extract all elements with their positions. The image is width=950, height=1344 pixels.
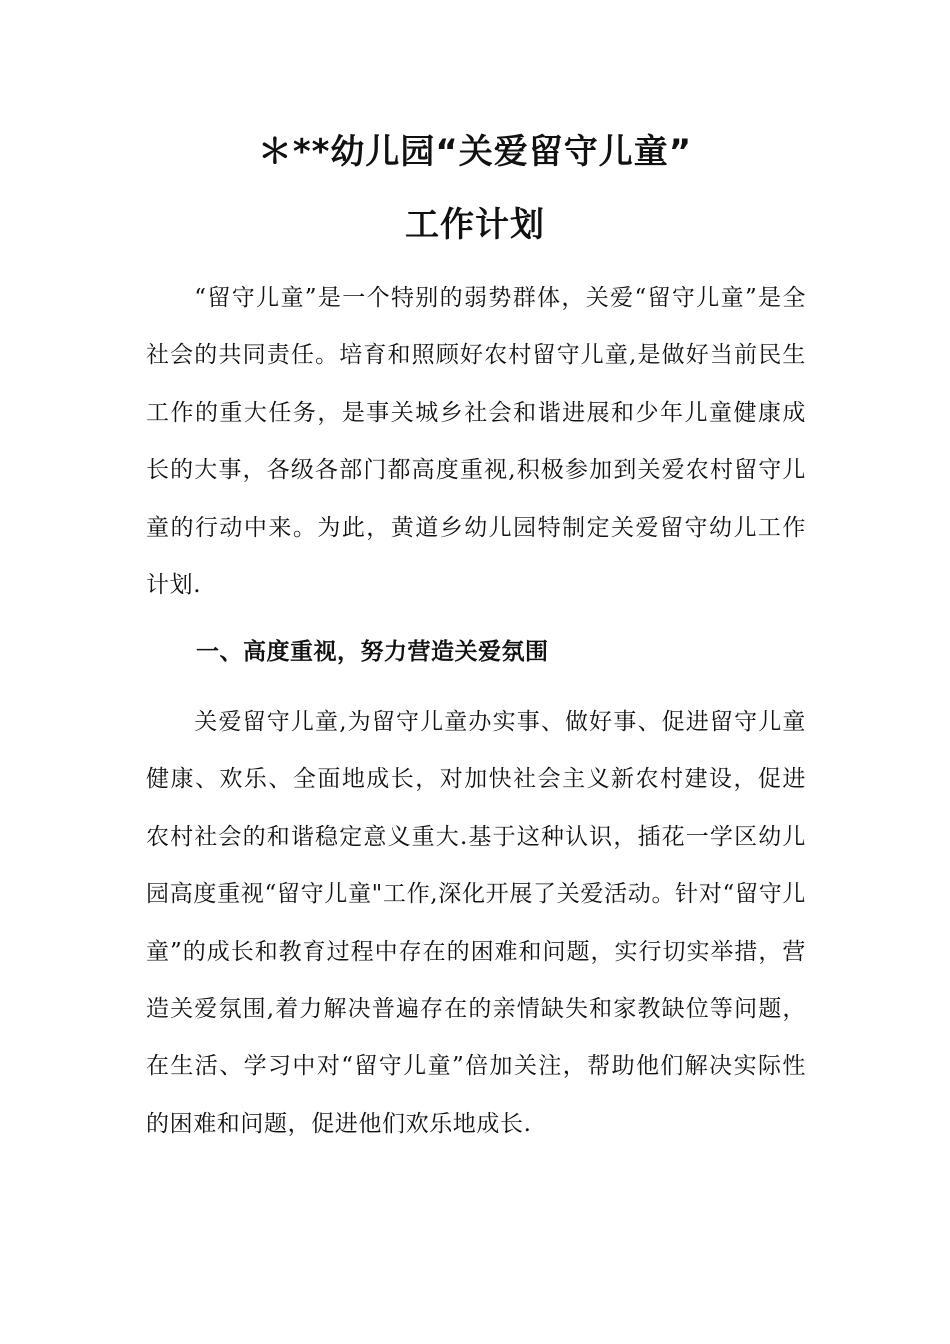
section-heading: 一、高度重视，努力营造关爱氛围 xyxy=(196,639,549,665)
section-paragraph: 关爱留守儿童,为留守儿童办实事、做好事、促进留守儿童健康、欢乐、全面地成长，对加快社会主义新农村建设，促进农村社会的和谐稳定意义重大.基于这种认识，插花一学区幼儿园高度重视“留守儿童"工作,深化开展了关爱活动。针对“留守儿童”的成长和教育过程中存在的困难和问题，实行切实举措，营造关爱氛围,着力解决普遍存在的亲情缺失和家教缺位等问题，在生活、学习中对“留守儿童”倍加关注，帮助他们解决实际性的困难和问题，促进他们欢乐地成长. xyxy=(146,709,806,1137)
document-subtitle: 工作计划 xyxy=(405,205,545,245)
intro-paragraph: “留守儿童”是一个特别的弱势群体，关爱“留守儿童”是全社会的共同责任。培育和照顾好农村留守儿童,是做好当前民生工作的重大任务，是事关城乡社会和谐进展和少年儿童健康成长的大事，各级各部门都高度重视,积极参加到关爱农村留守儿童的行动中来。为此，黄道乡幼儿园特制定关爱留守幼儿工作计划. xyxy=(146,285,806,599)
document-title: ＊**幼儿园“关爱留守儿童” xyxy=(257,132,693,172)
